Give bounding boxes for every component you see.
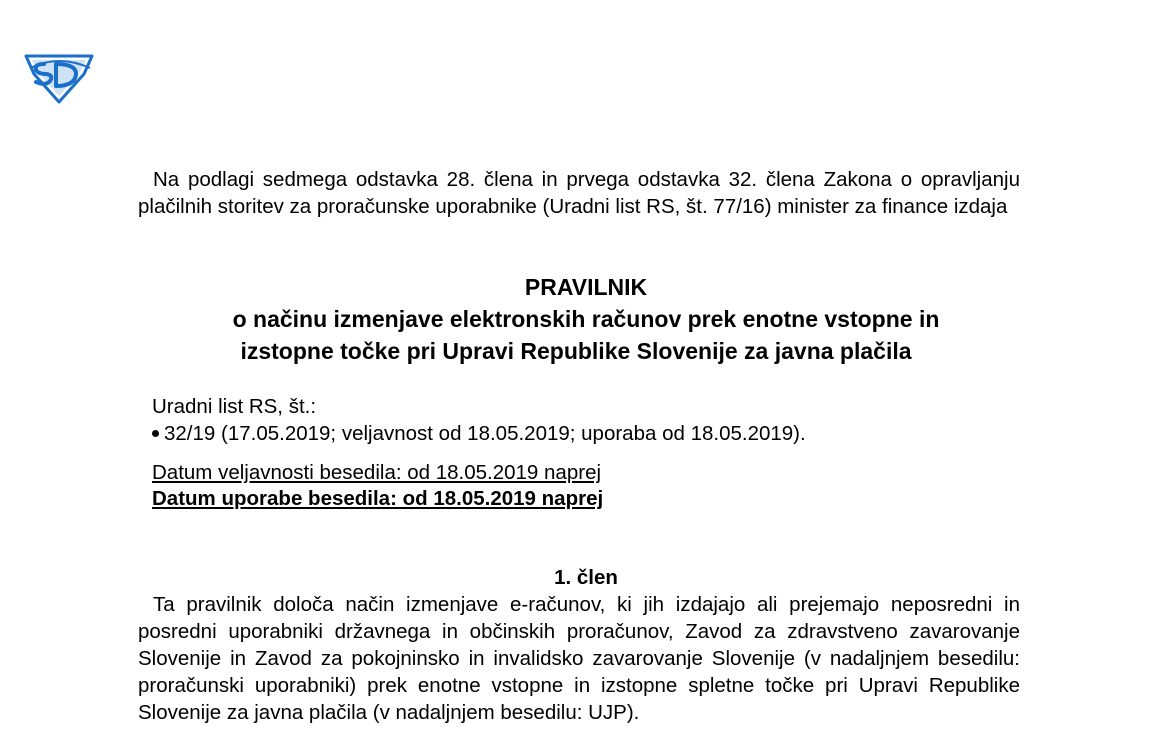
- logo: [22, 50, 96, 104]
- gazette-entry: [152, 420, 806, 447]
- use-date: Datum uporabe besedila: od 18.05.2019 naprej: [152, 487, 604, 510]
- document-subtitle-line-1: o načinu izmenjave elektronskih računov prek enotne vstopne in: [232, 306, 940, 332]
- document-subtitle-line-2: izstopne točke pri Upravi Republike Slovenije za javna plačila: [240, 338, 912, 364]
- shield-logo-icon: [22, 50, 96, 104]
- validity-date: Datum veljavnosti besedila: od 18.05.2019 naprej: [152, 461, 602, 484]
- article-1-heading: 1. člen: [554, 566, 618, 589]
- gazette-label: Uradni list RS, št.:: [152, 395, 317, 418]
- gazette-entry-text: 32/19 (17.05.2019; veljavnost od 18.05.2019; uporaba od 18.05.2019).: [164, 422, 806, 445]
- document-title: PRAVILNIK: [524, 274, 648, 300]
- intro-paragraph: Na podlagi sedmega odstavka 28. člena in prvega odstavka 32. člena Zakona o opravljanju plačilnih storitev za proračunske uporabnike (Uradni list RS, št. 77/16) minister za finance izdaja: [138, 168, 1020, 218]
- article-1-text: Ta pravilnik določa način izmenjave e-računov, ki jih izdajajo ali prejemajo neposredni in posredni uporabniki državnega in občinskih proračunov, Zavod za zdravstveno zavarovanje Slovenije in Zavod za pokojninsko in invalidsko zavarovanje Slovenije (v nadaljnjem besedilu: proračunski uporabniki) prek enotne vstopne in izstopne spletne točke pri Upravi Republike Slovenije za javna plačila (v nadaljnjem besedilu: UJP).: [138, 593, 1020, 724]
- bullet-icon: [152, 430, 159, 437]
